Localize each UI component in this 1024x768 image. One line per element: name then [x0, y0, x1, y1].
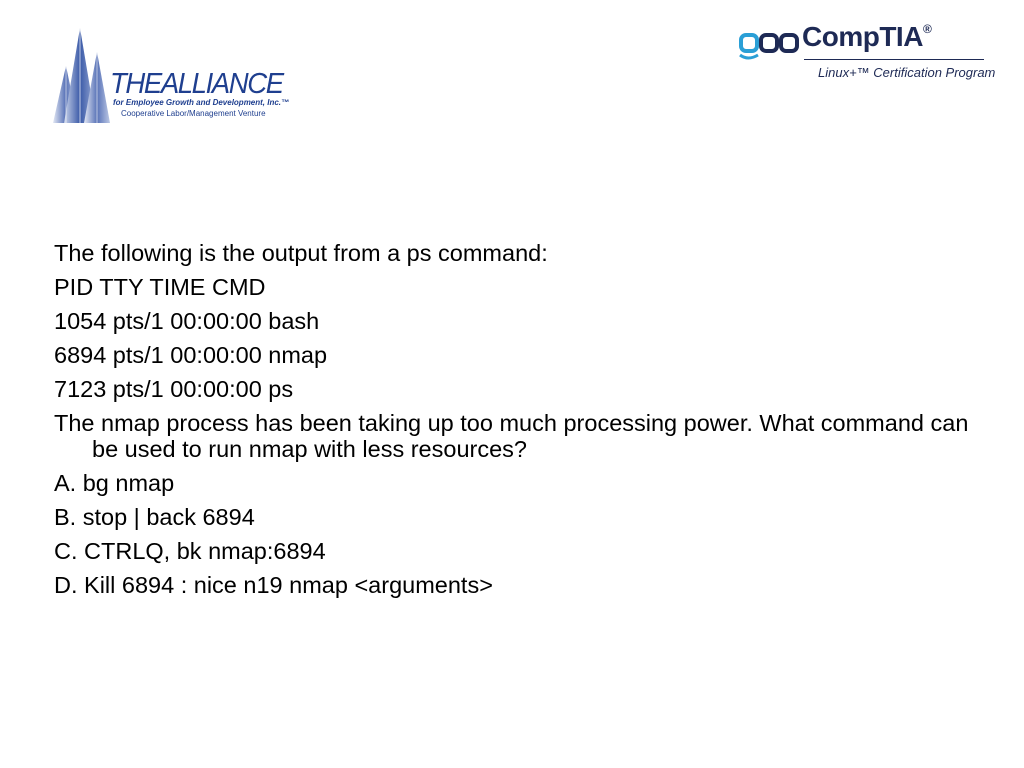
alliance-wordmark: THEALLIANCE	[110, 68, 283, 100]
question-intro: The following is the output from a ps command:	[54, 240, 548, 266]
alliance-subtitle: Cooperative Labor/Management Venture	[121, 109, 266, 118]
alliance-logo	[50, 18, 310, 128]
ps-row: 7123 pts/1 00:00:00 ps	[54, 376, 294, 402]
comptia-logo	[738, 20, 996, 90]
option-a: A. bg nmap	[54, 470, 175, 496]
comptia-divider	[804, 59, 984, 60]
question-body	[54, 240, 984, 606]
comptia-program: Linux+™ Certification Program	[818, 65, 996, 80]
question-prompt: The nmap process has been taking up too much processing power. What command can be used to run nmap with less resources?	[54, 410, 969, 462]
ps-header: PID TTY TIME CMD	[54, 274, 266, 300]
ps-row: 1054 pts/1 00:00:00 bash	[54, 308, 320, 334]
ps-row: 6894 pts/1 00:00:00 nmap	[54, 342, 328, 368]
option-b: B. stop | back 6894	[54, 504, 255, 530]
comptia-wordmark: CompTIA®	[802, 21, 932, 52]
registered-mark: ®	[922, 22, 932, 36]
option-d: D. Kill 6894 : nice n19 nmap <arguments>	[54, 572, 493, 598]
alliance-tagline: for Employee Growth and Development, Inc.™	[113, 98, 290, 107]
comptia-rings-icon	[738, 25, 800, 65]
option-c: C. CTRLQ, bk nmap:6894	[54, 538, 326, 564]
